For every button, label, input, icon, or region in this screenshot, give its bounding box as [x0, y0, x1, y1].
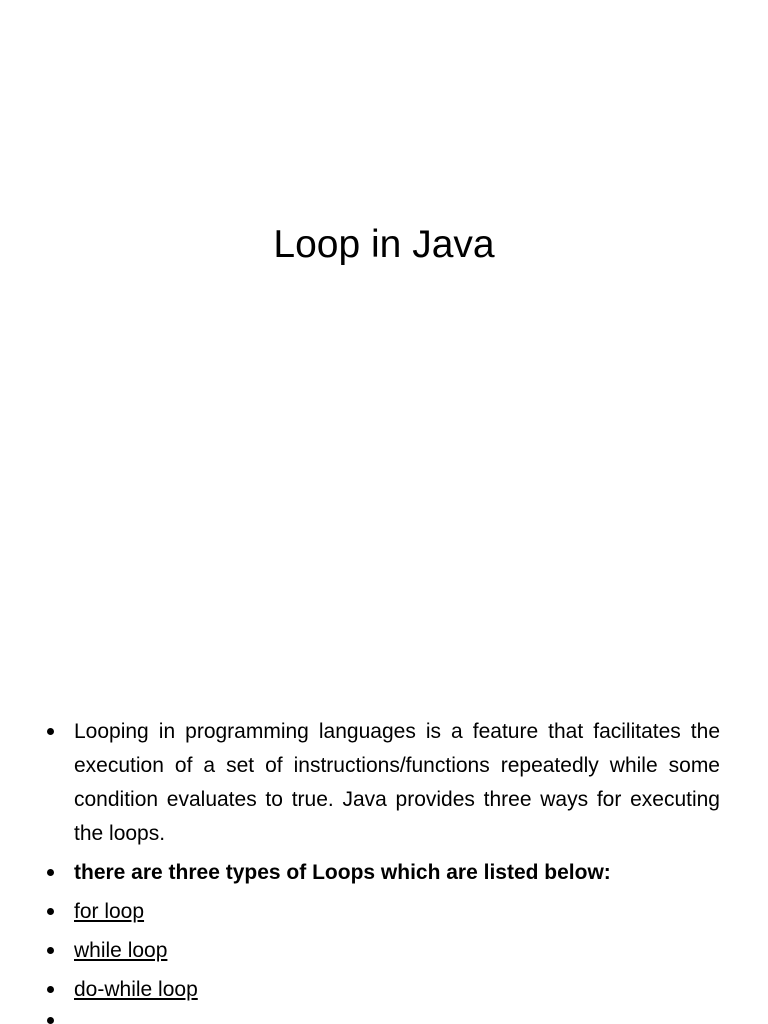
- list-item: [44, 715, 720, 851]
- bullet-heading: there are three types of Loops which are listed below:: [74, 861, 611, 884]
- do-while-loop-link[interactable]: do-while loop: [74, 978, 198, 1001]
- bullet-icon: [44, 934, 74, 968]
- list-item: [44, 895, 720, 929]
- bullet-icon: [44, 895, 74, 929]
- list-item: [44, 1012, 720, 1024]
- bullet-icon: [44, 715, 74, 749]
- list-item: [44, 973, 720, 1007]
- bullet-icon: [44, 973, 74, 1007]
- bullet-list: [44, 715, 720, 1024]
- bullet-icon: [44, 1012, 74, 1024]
- for-loop-link[interactable]: for loop: [74, 900, 145, 923]
- list-item: [44, 934, 720, 968]
- bullet-text: Looping in programming languages is a feature that facilitates the execution of a set of instructions/functions repeatedly while some condition evaluates to true. Java provides three ways for executing the loops.: [74, 720, 720, 845]
- bullet-icon: [44, 856, 74, 890]
- list-item: [44, 856, 720, 890]
- while-loop-link[interactable]: while loop: [74, 939, 168, 962]
- slide-title: Loop in Java: [273, 223, 495, 266]
